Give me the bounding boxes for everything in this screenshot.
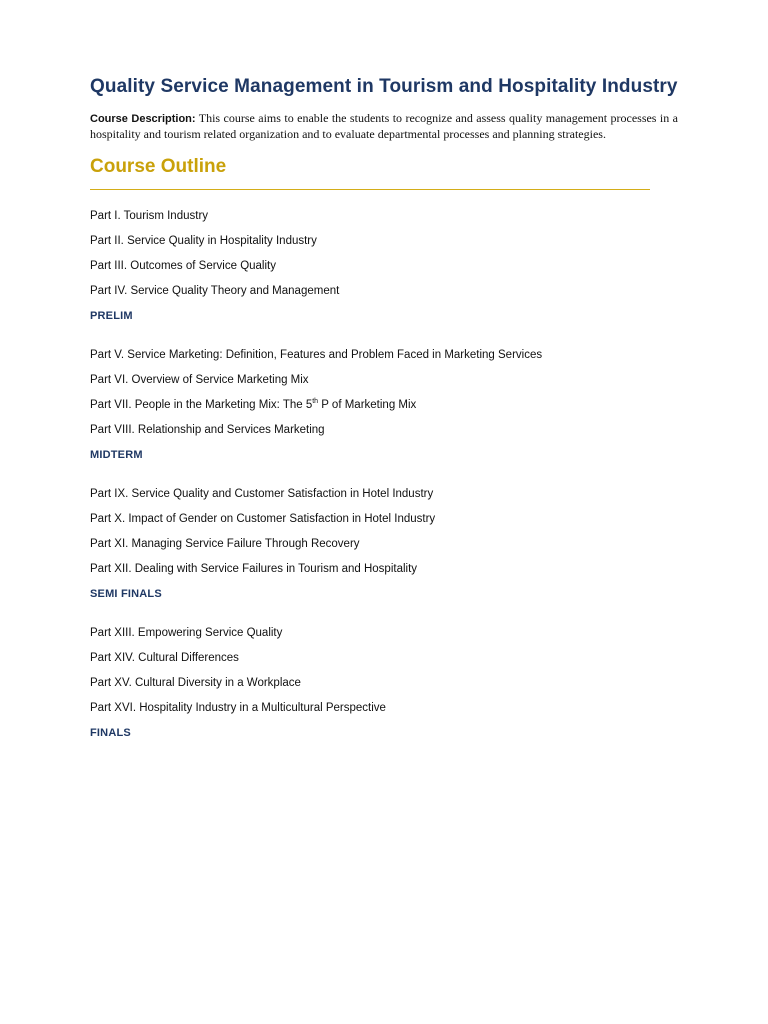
term-label: PRELIM xyxy=(90,310,133,322)
outline-part-text-continued: P of Marketing Mix xyxy=(318,399,417,411)
term-label: FINALS xyxy=(90,727,131,739)
course-description xyxy=(90,111,678,141)
outline-part-text: Part XI. Managing Service Failure Through Recovery xyxy=(90,538,360,550)
outline-part-item xyxy=(90,512,678,526)
outline-section xyxy=(90,348,678,462)
outline-part-item xyxy=(90,398,678,412)
outline-part-text: Part IX. Service Quality and Customer Satisfaction in Hotel Industry xyxy=(90,488,434,500)
term-label: SEMI FINALS xyxy=(90,588,162,600)
outline-part-text: Part V. Service Marketing: Definition, Features and Problem Faced in Marketing Services xyxy=(90,349,543,361)
outline-part-text: Part II. Service Quality in Hospitality Industry xyxy=(90,235,317,247)
outline-part-item xyxy=(90,537,678,551)
document-title: Quality Service Management in Tourism and Hospitality Industry xyxy=(90,76,678,97)
outline-part-item xyxy=(90,348,678,362)
outline-part-item xyxy=(90,259,678,273)
course-description-text: This course aims to enable the students to recognize and assess quality management processes in a hospitality and tourism related organization and to evaluate departmental processes and planning strategies. xyxy=(90,111,678,141)
outline-part-text: Part III. Outcomes of Service Quality xyxy=(90,260,276,272)
outline-part-item xyxy=(90,423,678,437)
heading-underline-rule xyxy=(90,189,650,190)
outline-part-text: Part XIV. Cultural Differences xyxy=(90,652,239,664)
outline-part-text: Part I. Tourism Industry xyxy=(90,210,209,222)
outline-part-text: Part VIII. Relationship and Services Marketing xyxy=(90,424,325,436)
course-outline-list xyxy=(90,209,678,740)
outline-part-item xyxy=(90,487,678,501)
outline-part-text: Part XV. Cultural Diversity in a Workplace xyxy=(90,677,301,689)
outline-part-text: Part IV. Service Quality Theory and Management xyxy=(90,285,340,297)
outline-part-item xyxy=(90,373,678,387)
outline-part-text: Part XIII. Empowering Service Quality xyxy=(90,627,283,639)
outline-part-text: Part XII. Dealing with Service Failures in Tourism and Hospitality xyxy=(90,563,418,575)
outline-section xyxy=(90,209,678,323)
outline-part-item xyxy=(90,234,678,248)
outline-part-item xyxy=(90,626,678,640)
outline-section xyxy=(90,626,678,740)
outline-part-item xyxy=(90,562,678,576)
outline-part-text: Part X. Impact of Gender on Customer Satisfaction in Hotel Industry xyxy=(90,513,436,525)
outline-part-text: Part VI. Overview of Service Marketing Mix xyxy=(90,374,309,386)
document-page xyxy=(90,74,678,765)
outline-section xyxy=(90,487,678,601)
course-description-label: Course Description: xyxy=(90,113,196,125)
outline-part-text: Part VII. People in the Marketing Mix: The 5 xyxy=(90,399,313,411)
course-outline-heading: Course Outline xyxy=(90,156,227,177)
outline-part-item xyxy=(90,676,678,690)
outline-part-item xyxy=(90,651,678,665)
outline-part-text: Part XVI. Hospitality Industry in a Multicultural Perspective xyxy=(90,702,386,714)
term-label: MIDTERM xyxy=(90,449,143,461)
outline-part-item xyxy=(90,284,678,298)
outline-part-item xyxy=(90,209,678,223)
outline-part-item xyxy=(90,701,678,715)
ordinal-superscript: th xyxy=(312,398,319,405)
